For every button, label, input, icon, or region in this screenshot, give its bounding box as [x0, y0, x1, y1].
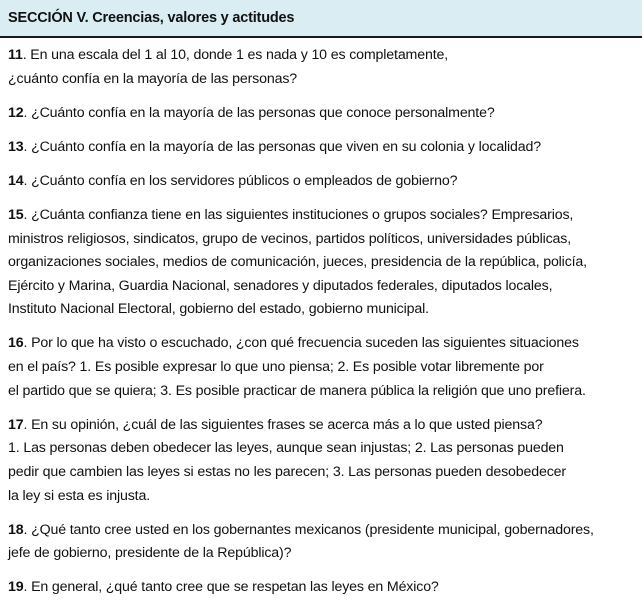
question-17 [8, 414, 642, 508]
section-title: SECCIÓN V. Creencias, valores y actitudes [8, 10, 295, 26]
question-number: 15 [8, 206, 24, 223]
question-text: . En una escala del 1 al 10, donde 1 es nada y 10 es completamente, [22, 47, 449, 63]
question-line: Ejército y Marina, Guardia Nacional, senadores y diputados federales, diputados locales, [8, 277, 553, 294]
question-line: el partido que se quiera; 3. Es posible practicar de manera pública la religión que uno prefiera. [8, 382, 586, 399]
question-line: en el país? 1. Es posible expresar lo que uno piensa; 2. Es posible votar libremente por [8, 359, 544, 376]
question-16 [8, 332, 642, 403]
question-text: . ¿Cuánta confianza tiene en las siguientes instituciones o grupos sociales? Empresarios, [23, 206, 574, 223]
question-12 [8, 102, 642, 126]
question-line [8, 332, 642, 356]
question-line [8, 170, 642, 194]
question-19 [8, 576, 642, 600]
question-text: . ¿Cuánto confía en la mayoría de las personas que viven en su colonia y localidad? [23, 138, 542, 155]
question-18 [8, 519, 642, 566]
question-line: jefe de gobierno, presidente de la República)? [8, 545, 292, 562]
question-line: la ley si esta es injusta. [8, 487, 150, 504]
question-text: . ¿Cuánto confía en los servidores públicos o empleados de gobierno? [23, 172, 458, 189]
question-text: . En su opinión, ¿cuál de las siguientes frases se acerca más a lo que usted piensa? [23, 416, 543, 433]
question-number: 14 [8, 172, 24, 189]
question-number: 12 [8, 104, 24, 121]
question-number: 16 [8, 335, 24, 352]
question-line [8, 576, 642, 600]
question-number: 11 [8, 47, 23, 63]
question-text: . ¿Qué tanto cree usted en los gobernantes mexicanos (presidente municipal, gobernadores, [23, 521, 594, 538]
question-text: . Por lo que ha visto o escuchado, ¿con qué frecuencia suceden las siguientes situaciones [23, 335, 579, 352]
question-number: 18 [8, 521, 24, 538]
question-line: organizaciones sociales, medios de comunicación, jueces, presidencia de la república, policía, [8, 254, 587, 271]
question-list [0, 38, 642, 600]
question-number: 19 [8, 579, 24, 596]
question-line: ¿cuánto confía en la mayoría de las personas? [8, 70, 297, 87]
question-13 [8, 136, 642, 160]
question-14 [8, 170, 642, 194]
question-line [8, 44, 642, 68]
question-line [8, 102, 642, 126]
question-number: 17 [8, 416, 24, 433]
question-line [8, 204, 642, 228]
question-number: 13 [8, 138, 24, 155]
question-line: 1. Las personas deben obedecer las leyes, aunque sean injustas; 2. Las personas pueden [8, 440, 564, 457]
question-line: pedir que cambien las leyes si estas no les parecen; 3. Las personas pueden desobedecer [8, 463, 566, 480]
question-11 [8, 44, 642, 91]
question-line: Instituto Nacional Electoral, gobierno del estado, gobierno municipal. [8, 301, 429, 318]
section-header [0, 0, 642, 38]
question-text: . ¿Cuánto confía en la mayoría de las personas que conoce personalmente? [23, 104, 495, 121]
question-line [8, 414, 642, 438]
question-line [8, 136, 642, 160]
question-15 [8, 204, 642, 322]
question-text: . En general, ¿qué tanto cree que se respetan las leyes en México? [23, 579, 439, 596]
question-line [8, 519, 642, 543]
question-line: ministros religiosos, sindicatos, grupo de vecinos, partidos políticos, universidades públicas, [8, 230, 571, 247]
